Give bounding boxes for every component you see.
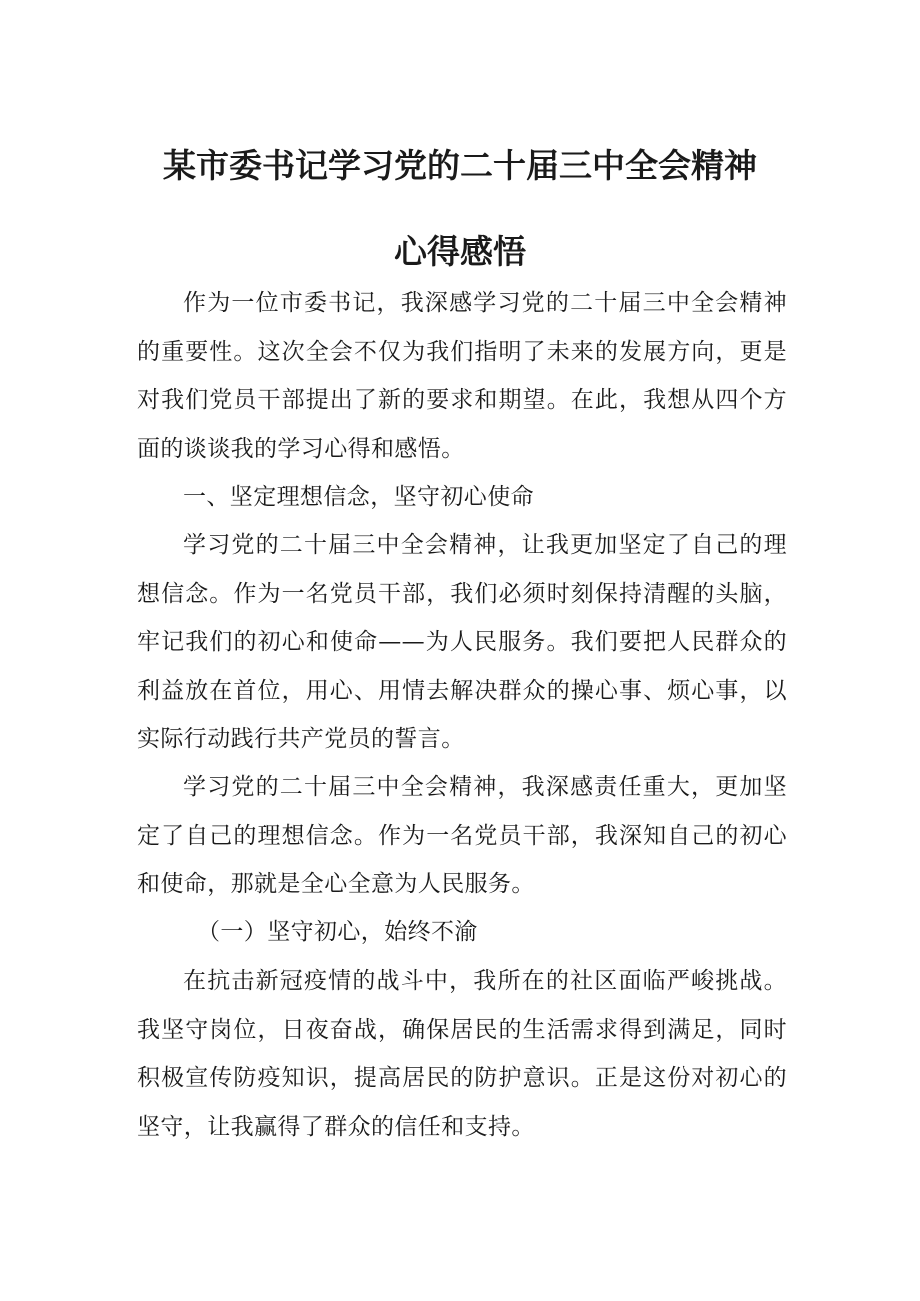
section-1-heading: 一、坚定理想信念，坚守初心使命 <box>183 484 534 510</box>
document-title-line-2: 心得感悟 <box>394 232 526 271</box>
section-1-paragraph-2: 学习党的二十届三中全会精神，我深感责任重大，更加坚定了自己的理想信念。作为一名党员干部，我深知自己的初心和使命，那就是全心全意为人民服务。 <box>137 774 787 897</box>
subsection-1-heading: （一）坚守初心，始终不渝 <box>197 919 478 945</box>
section-1-paragraph-1: 学习党的二十届三中全会精神，让我更加坚定了自己的理想信念。作为一名党员干部，我们必须时刻保持清醒的头脑，牢记我们的初心和使命——为人民服务。我们要把人民群众的利益放在首位，用心、用情去解决群众的操心事、烦心事，以实际行动践行共产党员的誓言。 <box>137 532 787 752</box>
document-title-line-1: 某市委书记学习党的二十届三中全会精神 <box>163 146 757 185</box>
intro-paragraph: 作为一位市委书记，我深感学习党的二十届三中全会精神的重要性。这次全会不仅为我们指明了未来的发展方向，更是对我们党员干部提出了新的要求和期望。在此，我想从四个方面的谈谈我的学习心得和感悟。 <box>137 290 787 462</box>
subsection-1-paragraph: 在抗击新冠疫情的战斗中，我所在的社区面临严峻挑战。我坚守岗位，日夜奋战，确保居民的生活需求得到满足，同时积极宣传防疫知识，提高居民的防护意识。正是这份对初心的坚守，让我赢得了群众的信任和支持。 <box>137 968 787 1140</box>
